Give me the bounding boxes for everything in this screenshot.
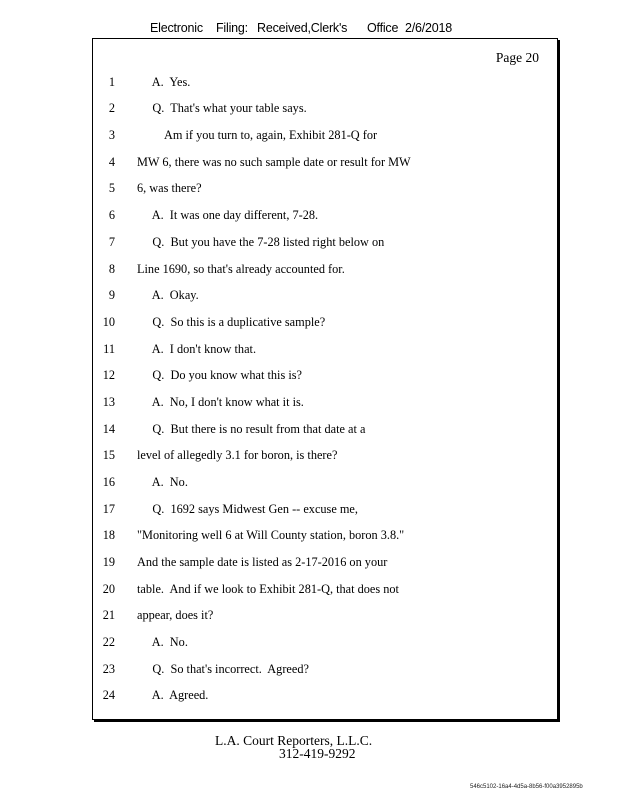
transcript-line [93,285,557,305]
line-text: table. And if we look to Exhibit 281-Q, that does not [137,582,399,596]
transcript-line [93,232,557,252]
transcript-line [93,72,557,92]
electronic-filing-header [0,21,618,37]
reporter-company: L.A. Court Reporters, L.L.C. [215,733,373,748]
reporter-phone: 312-419-9292 [279,746,356,761]
line-number: 10 [102,315,115,329]
transcript-line [93,659,557,679]
line-number: 23 [102,662,115,676]
line-text: 6, was there? [137,181,202,195]
transcript-line [93,312,557,332]
line-text: Q. Do you know what this is? [137,368,302,382]
line-text: Q. But you have the 7-28 listed right below on [137,235,385,249]
transcript-line [93,605,557,625]
line-number: 18 [102,528,115,542]
page-number: Page 20 [495,50,539,65]
transcript-page [92,38,558,720]
transcript-line [93,552,557,572]
line-number: 20 [102,582,115,596]
transcript-line [93,205,557,225]
line-number: 17 [102,502,115,516]
line-text: A. Okay. [137,288,199,302]
line-number: 1 [108,75,115,89]
line-text: Line 1690, so that's already accounted for. [137,262,345,276]
transcript-line [93,525,557,545]
transcript-line [93,392,557,412]
line-number: 3 [108,128,115,142]
line-text: Q. But there is no result from that date at a [137,422,366,436]
transcript-line [93,685,557,705]
line-number: 22 [102,635,115,649]
line-text: A. Yes. [137,75,191,89]
line-number: 11 [103,342,115,356]
transcript-line [93,125,557,145]
line-number: 19 [102,555,115,569]
line-text: appear, does it? [137,608,214,622]
line-text: Q. So this is a duplicative sample? [137,315,326,329]
filing-received: Received,Clerk's [257,21,348,35]
transcript-line [93,419,557,439]
transcript-line [93,579,557,599]
transcript-line [93,499,557,519]
line-number: 15 [102,448,115,462]
line-number: 24 [102,688,115,702]
line-number: 5 [108,181,115,195]
filing-office: Office [367,21,399,35]
line-text: Q. So that's incorrect. Agreed? [137,662,309,676]
line-number: 4 [108,155,115,169]
line-text: MW 6, there was no such sample date or result for MW [137,155,411,169]
transcript-line [93,178,557,198]
transcript-line [93,445,557,465]
line-text: A. I don't know that. [137,342,257,356]
line-number: 21 [102,608,115,622]
transcript-line [93,98,557,118]
line-text: A. No. [137,635,188,649]
document-id: 546c5102-16a4-4d5a-8b56-f00a3952895b [470,784,583,790]
filing-date: 2/6/2018 [405,21,453,35]
line-number: 16 [102,475,115,489]
line-number: 6 [108,208,115,222]
line-text: level of allegedly 3.1 for boron, is there? [137,448,338,462]
line-text: A. No, I don't know what it is. [137,395,304,409]
line-text: A. No. [137,475,188,489]
line-number: 9 [108,288,115,302]
transcript-line [93,152,557,172]
line-number: 14 [102,422,115,436]
transcript-line [93,339,557,359]
line-number: 13 [102,395,115,409]
line-text: And the sample date is listed as 2-17-2016 on your [137,555,388,569]
line-number: 2 [108,101,115,115]
transcript-line [93,472,557,492]
transcript-line [93,632,557,652]
line-number: 12 [102,368,115,382]
line-number: 8 [108,262,115,276]
line-number: 7 [108,235,115,249]
line-text: A. It was one day different, 7-28. [137,208,319,222]
line-text: Q. 1692 says Midwest Gen -- excuse me, [137,502,358,516]
transcript-line [93,365,557,385]
filing-electronic: Electronic [150,21,203,35]
line-text: A. Agreed. [137,688,209,702]
line-text: Q. That's what your table says. [137,101,307,115]
line-text: "Monitoring well 6 at Will County station, boron 3.8." [137,528,405,542]
line-text: Am if you turn to, again, Exhibit 281-Q for [137,128,378,142]
filing-label: Filing: [216,21,248,35]
transcript-line [93,259,557,279]
